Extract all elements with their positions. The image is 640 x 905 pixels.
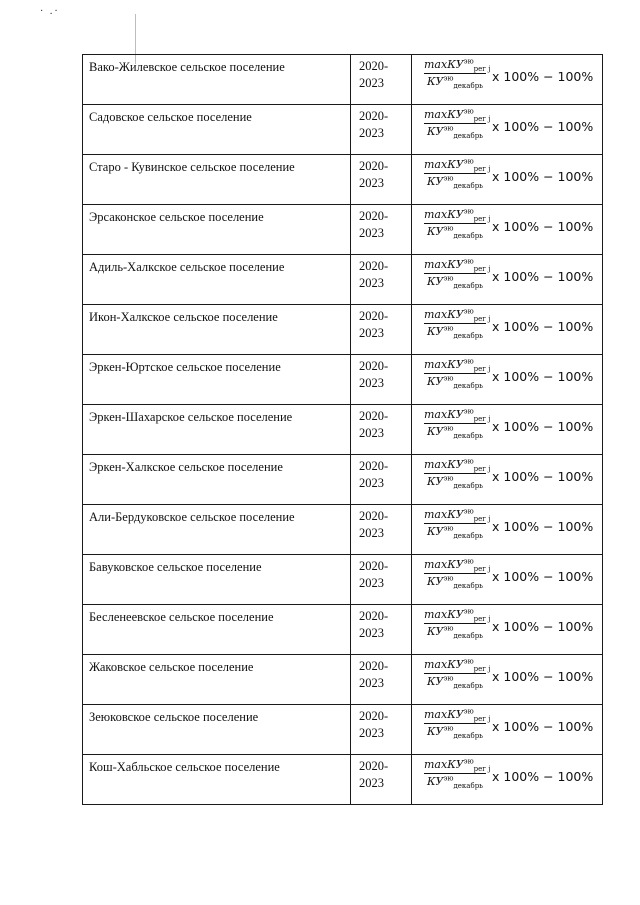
period-end: 2023 xyxy=(359,276,384,290)
period-end: 2023 xyxy=(359,726,384,740)
settlement-cell xyxy=(83,155,351,205)
table-row xyxy=(83,455,603,505)
denominator-subscript: декабрь xyxy=(453,632,483,641)
period xyxy=(351,655,411,692)
formula-denominator xyxy=(424,274,486,289)
formula-multiplier: x 100% − 100% xyxy=(492,169,594,184)
settlement-cell xyxy=(83,605,351,655)
formula-fraction xyxy=(424,657,491,691)
numerator-main: maxКУ xyxy=(424,608,464,621)
formula-multiplier: x 100% − 100% xyxy=(492,469,594,484)
formula-cell xyxy=(412,555,603,605)
settlement-cell xyxy=(83,505,351,555)
formula-denominator xyxy=(424,324,486,339)
denominator-superscript: эю xyxy=(443,574,454,583)
denominator-subscript: декабрь xyxy=(453,82,483,91)
table-row xyxy=(83,755,603,805)
period-end: 2023 xyxy=(359,776,384,790)
settlement-name: Бесленеевское сельское поселение xyxy=(89,610,274,624)
formula-numerator xyxy=(424,257,491,274)
formula-numerator xyxy=(424,557,491,574)
settlement-name: Бавуковское сельское поселение xyxy=(89,560,262,574)
denominator-subscript: декабрь xyxy=(453,332,483,341)
numerator-main: maxКУ xyxy=(424,408,464,421)
numerator-main: maxКУ xyxy=(424,58,464,71)
formula-numerator xyxy=(424,757,491,774)
denominator-subscript: декабрь xyxy=(453,532,483,541)
formula-numerator xyxy=(424,607,491,624)
numerator-subscript: рег j xyxy=(473,515,491,524)
formula-denominator xyxy=(424,374,486,389)
table-row xyxy=(83,155,603,205)
period-end: 2023 xyxy=(359,376,384,390)
numerator-superscript: эю xyxy=(463,257,474,266)
formula-numerator xyxy=(424,307,491,324)
period-cell xyxy=(351,405,412,455)
denominator-superscript: эю xyxy=(443,724,454,733)
settlement-name: Эркен-Шахарское сельское поселение xyxy=(89,410,293,424)
table-row xyxy=(83,405,603,455)
denominator-main: КУ xyxy=(427,275,444,288)
denominator-subscript: декабрь xyxy=(453,782,483,791)
numerator-subscript: рег j xyxy=(473,365,491,374)
period-start: 2020- xyxy=(359,559,389,573)
formula xyxy=(412,405,602,454)
formula xyxy=(412,305,602,354)
table-row xyxy=(83,105,603,155)
formula-multiplier: x 100% − 100% xyxy=(492,219,594,234)
denominator-main: КУ xyxy=(427,625,444,638)
settlement-cell xyxy=(83,755,351,805)
formula xyxy=(412,605,602,654)
table-row xyxy=(83,555,603,605)
numerator-main: maxКУ xyxy=(424,258,464,271)
formula-fraction xyxy=(424,57,491,91)
formula xyxy=(412,505,602,554)
period-cell xyxy=(351,755,412,805)
formula-cell xyxy=(412,105,603,155)
formula-cell xyxy=(412,305,603,355)
numerator-main: maxКУ xyxy=(424,208,464,221)
numerator-subscript: рег j xyxy=(473,165,491,174)
numerator-subscript: рег j xyxy=(473,765,491,774)
numerator-main: maxКУ xyxy=(424,708,464,721)
denominator-subscript: декабрь xyxy=(453,182,483,191)
formula-numerator xyxy=(424,507,491,524)
numerator-main: maxКУ xyxy=(424,158,464,171)
period-cell xyxy=(351,255,412,305)
formula-denominator xyxy=(424,424,486,439)
settlement-cell xyxy=(83,255,351,305)
formula-fraction xyxy=(424,507,491,541)
numerator-superscript: эю xyxy=(463,557,474,566)
period xyxy=(351,605,411,642)
settlement-cell xyxy=(83,555,351,605)
period-end: 2023 xyxy=(359,226,384,240)
settlement-name: Старо - Кувинское сельское поселение xyxy=(89,160,295,174)
denominator-subscript: декабрь xyxy=(453,382,483,391)
formula xyxy=(412,355,602,404)
formula-fraction xyxy=(424,107,491,141)
numerator-subscript: рег j xyxy=(473,415,491,424)
denominator-main: КУ xyxy=(427,775,444,788)
period xyxy=(351,205,411,242)
denominator-superscript: эю xyxy=(443,474,454,483)
denominator-main: КУ xyxy=(427,125,444,138)
denominator-main: КУ xyxy=(427,425,444,438)
formula-fraction xyxy=(424,757,491,791)
period-end: 2023 xyxy=(359,676,384,690)
formula-cell xyxy=(412,205,603,255)
formula-denominator xyxy=(424,524,486,539)
denominator-main: КУ xyxy=(427,375,444,388)
settlement-cell xyxy=(83,205,351,255)
numerator-superscript: эю xyxy=(463,107,474,116)
formula-numerator xyxy=(424,657,491,674)
period-end: 2023 xyxy=(359,576,384,590)
formula xyxy=(412,105,602,154)
period-start: 2020- xyxy=(359,609,389,623)
formula-cell xyxy=(412,155,603,205)
formula xyxy=(412,55,602,104)
period-start: 2020- xyxy=(359,309,389,323)
denominator-superscript: эю xyxy=(443,174,454,183)
settlement-name: Кош-Хабльское сельское поселение xyxy=(89,760,280,774)
formula-multiplier: x 100% − 100% xyxy=(492,669,594,684)
numerator-superscript: эю xyxy=(463,507,474,516)
formula-cell xyxy=(412,55,603,105)
period xyxy=(351,55,411,92)
formula-fraction xyxy=(424,607,491,641)
period xyxy=(351,505,411,542)
period xyxy=(351,755,411,792)
formula-fraction xyxy=(424,707,491,741)
period-start: 2020- xyxy=(359,509,389,523)
formula xyxy=(412,455,602,504)
denominator-superscript: эю xyxy=(443,674,454,683)
period-start: 2020- xyxy=(359,409,389,423)
formula-fraction xyxy=(424,557,491,591)
denominator-subscript: декабрь xyxy=(453,232,483,241)
formula xyxy=(412,155,602,204)
numerator-main: maxКУ xyxy=(424,108,464,121)
numerator-superscript: эю xyxy=(463,207,474,216)
denominator-superscript: эю xyxy=(443,74,454,83)
period xyxy=(351,455,411,492)
formula-numerator xyxy=(424,207,491,224)
numerator-subscript: рег j xyxy=(473,315,491,324)
denominator-superscript: эю xyxy=(443,324,454,333)
numerator-main: maxКУ xyxy=(424,508,464,521)
settlement-cell xyxy=(83,405,351,455)
numerator-superscript: эю xyxy=(463,607,474,616)
period-start: 2020- xyxy=(359,709,389,723)
denominator-main: КУ xyxy=(427,175,444,188)
denominator-superscript: эю xyxy=(443,524,454,533)
denominator-subscript: декабрь xyxy=(453,682,483,691)
denominator-superscript: эю xyxy=(443,374,454,383)
period-end: 2023 xyxy=(359,476,384,490)
numerator-superscript: эю xyxy=(463,657,474,666)
formula-multiplier: x 100% − 100% xyxy=(492,769,594,784)
numerator-subscript: рег j xyxy=(473,615,491,624)
formula-denominator xyxy=(424,174,486,189)
denominator-main: КУ xyxy=(427,675,444,688)
formula-cell xyxy=(412,755,603,805)
settlement-name: Вако-Жилевское сельское поселение xyxy=(89,60,285,74)
formula-denominator xyxy=(424,474,486,489)
settlement-cell xyxy=(83,55,351,105)
settlement-cell xyxy=(83,455,351,505)
formula-fraction xyxy=(424,257,491,291)
period-end: 2023 xyxy=(359,426,384,440)
table-row xyxy=(83,205,603,255)
denominator-superscript: эю xyxy=(443,774,454,783)
period-start: 2020- xyxy=(359,759,389,773)
numerator-superscript: эю xyxy=(463,157,474,166)
numerator-superscript: эю xyxy=(463,707,474,716)
period xyxy=(351,255,411,292)
formula-denominator xyxy=(424,624,486,639)
formula-multiplier: x 100% − 100% xyxy=(492,119,594,134)
period-cell xyxy=(351,55,412,105)
period-cell xyxy=(351,705,412,755)
formula-cell xyxy=(412,605,603,655)
scan-marks: · .· xyxy=(40,6,60,17)
period-start: 2020- xyxy=(359,209,389,223)
numerator-superscript: эю xyxy=(463,307,474,316)
numerator-main: maxКУ xyxy=(424,758,464,771)
numerator-superscript: эю xyxy=(463,357,474,366)
denominator-main: КУ xyxy=(427,325,444,338)
tariff-table-body xyxy=(83,55,603,805)
denominator-main: КУ xyxy=(427,75,444,88)
numerator-main: maxКУ xyxy=(424,658,464,671)
formula-multiplier: x 100% − 100% xyxy=(492,69,594,84)
period xyxy=(351,155,411,192)
formula xyxy=(412,255,602,304)
formula xyxy=(412,205,602,254)
period-end: 2023 xyxy=(359,76,384,90)
period xyxy=(351,355,411,392)
formula-numerator xyxy=(424,357,491,374)
formula-denominator xyxy=(424,124,486,139)
period-cell xyxy=(351,655,412,705)
formula xyxy=(412,655,602,704)
denominator-subscript: декабрь xyxy=(453,582,483,591)
period-end: 2023 xyxy=(359,326,384,340)
numerator-main: maxКУ xyxy=(424,308,464,321)
formula-multiplier: x 100% − 100% xyxy=(492,569,594,584)
denominator-main: КУ xyxy=(427,725,444,738)
denominator-main: КУ xyxy=(427,575,444,588)
period-end: 2023 xyxy=(359,126,384,140)
formula-denominator xyxy=(424,724,486,739)
period xyxy=(351,105,411,142)
period xyxy=(351,405,411,442)
numerator-subscript: рег j xyxy=(473,715,491,724)
period xyxy=(351,305,411,342)
period-cell xyxy=(351,305,412,355)
denominator-subscript: декабрь xyxy=(453,732,483,741)
period-cell xyxy=(351,455,412,505)
numerator-subscript: рег j xyxy=(473,465,491,474)
period-cell xyxy=(351,555,412,605)
denominator-main: КУ xyxy=(427,225,444,238)
table-row xyxy=(83,505,603,555)
period-end: 2023 xyxy=(359,176,384,190)
settlement-name: Жаковское сельское поселение xyxy=(89,660,254,674)
numerator-main: maxКУ xyxy=(424,558,464,571)
settlement-name: Садовское сельское поселение xyxy=(89,110,252,124)
formula-multiplier: x 100% − 100% xyxy=(492,519,594,534)
formula-multiplier: x 100% − 100% xyxy=(492,319,594,334)
denominator-subscript: декабрь xyxy=(453,282,483,291)
formula-numerator xyxy=(424,407,491,424)
formula-numerator xyxy=(424,107,491,124)
formula-cell xyxy=(412,255,603,305)
period-cell xyxy=(351,205,412,255)
numerator-superscript: эю xyxy=(463,457,474,466)
formula-numerator xyxy=(424,707,491,724)
period xyxy=(351,555,411,592)
period-start: 2020- xyxy=(359,259,389,273)
denominator-superscript: эю xyxy=(443,624,454,633)
numerator-subscript: рег j xyxy=(473,565,491,574)
period-start: 2020- xyxy=(359,109,389,123)
numerator-subscript: рег j xyxy=(473,665,491,674)
numerator-superscript: эю xyxy=(463,57,474,66)
formula-fraction xyxy=(424,307,491,341)
denominator-main: КУ xyxy=(427,475,444,488)
period-end: 2023 xyxy=(359,526,384,540)
formula-cell xyxy=(412,655,603,705)
numerator-superscript: эю xyxy=(463,757,474,766)
denominator-superscript: эю xyxy=(443,274,454,283)
settlement-name: Эркен-Халкское сельское поселение xyxy=(89,460,283,474)
table-row xyxy=(83,605,603,655)
formula xyxy=(412,755,602,804)
denominator-superscript: эю xyxy=(443,224,454,233)
settlement-name: Эрсаконское сельское поселение xyxy=(89,210,264,224)
settlement-name: Адиль-Халкское сельское поселение xyxy=(89,260,285,274)
period-start: 2020- xyxy=(359,159,389,173)
formula-denominator xyxy=(424,674,486,689)
settlement-name: Икон-Халкское сельское поселение xyxy=(89,310,278,324)
denominator-subscript: декабрь xyxy=(453,482,483,491)
formula-fraction xyxy=(424,457,491,491)
period-cell xyxy=(351,505,412,555)
period-end: 2023 xyxy=(359,626,384,640)
numerator-main: maxКУ xyxy=(424,458,464,471)
settlement-name: Эркен-Юртское сельское поселение xyxy=(89,360,281,374)
formula-multiplier: x 100% − 100% xyxy=(492,619,594,634)
table-row xyxy=(83,55,603,105)
formula-numerator xyxy=(424,157,491,174)
formula-multiplier: x 100% − 100% xyxy=(492,719,594,734)
formula-denominator xyxy=(424,74,486,89)
table-row xyxy=(83,655,603,705)
formula-fraction xyxy=(424,407,491,441)
formula-multiplier: x 100% − 100% xyxy=(492,369,594,384)
formula-fraction xyxy=(424,207,491,241)
table-row xyxy=(83,255,603,305)
numerator-subscript: рег j xyxy=(473,215,491,224)
formula-cell xyxy=(412,355,603,405)
formula-fraction xyxy=(424,357,491,391)
formula-denominator xyxy=(424,224,486,239)
formula-cell xyxy=(412,505,603,555)
settlement-cell xyxy=(83,655,351,705)
formula-denominator xyxy=(424,574,486,589)
denominator-subscript: декабрь xyxy=(453,432,483,441)
settlement-cell xyxy=(83,105,351,155)
period xyxy=(351,705,411,742)
formula-numerator xyxy=(424,57,491,74)
period-start: 2020- xyxy=(359,459,389,473)
formula-multiplier: x 100% − 100% xyxy=(492,269,594,284)
settlement-cell xyxy=(83,305,351,355)
tariff-table xyxy=(82,54,603,805)
period-start: 2020- xyxy=(359,359,389,373)
numerator-main: maxКУ xyxy=(424,358,464,371)
settlement-name: Зеюковское сельское поселение xyxy=(89,710,259,724)
numerator-superscript: эю xyxy=(463,407,474,416)
formula-denominator xyxy=(424,774,486,789)
denominator-superscript: эю xyxy=(443,424,454,433)
settlement-cell xyxy=(83,705,351,755)
period-start: 2020- xyxy=(359,59,389,73)
period-cell xyxy=(351,605,412,655)
table-row xyxy=(83,705,603,755)
settlement-cell xyxy=(83,355,351,405)
period-start: 2020- xyxy=(359,659,389,673)
formula-multiplier: x 100% − 100% xyxy=(492,419,594,434)
period-cell xyxy=(351,155,412,205)
formula-numerator xyxy=(424,457,491,474)
table-row xyxy=(83,355,603,405)
formula xyxy=(412,555,602,604)
denominator-subscript: декабрь xyxy=(453,132,483,141)
numerator-subscript: рег j xyxy=(473,65,491,74)
denominator-main: КУ xyxy=(427,525,444,538)
formula-cell xyxy=(412,705,603,755)
numerator-subscript: рег j xyxy=(473,265,491,274)
formula-cell xyxy=(412,405,603,455)
table-row xyxy=(83,305,603,355)
formula-cell xyxy=(412,455,603,505)
formula xyxy=(412,705,602,754)
period-cell xyxy=(351,105,412,155)
formula-fraction xyxy=(424,157,491,191)
period-cell xyxy=(351,355,412,405)
denominator-superscript: эю xyxy=(443,124,454,133)
settlement-name: Али-Бердуковское сельское поселение xyxy=(89,510,295,524)
numerator-subscript: рег j xyxy=(473,115,491,124)
